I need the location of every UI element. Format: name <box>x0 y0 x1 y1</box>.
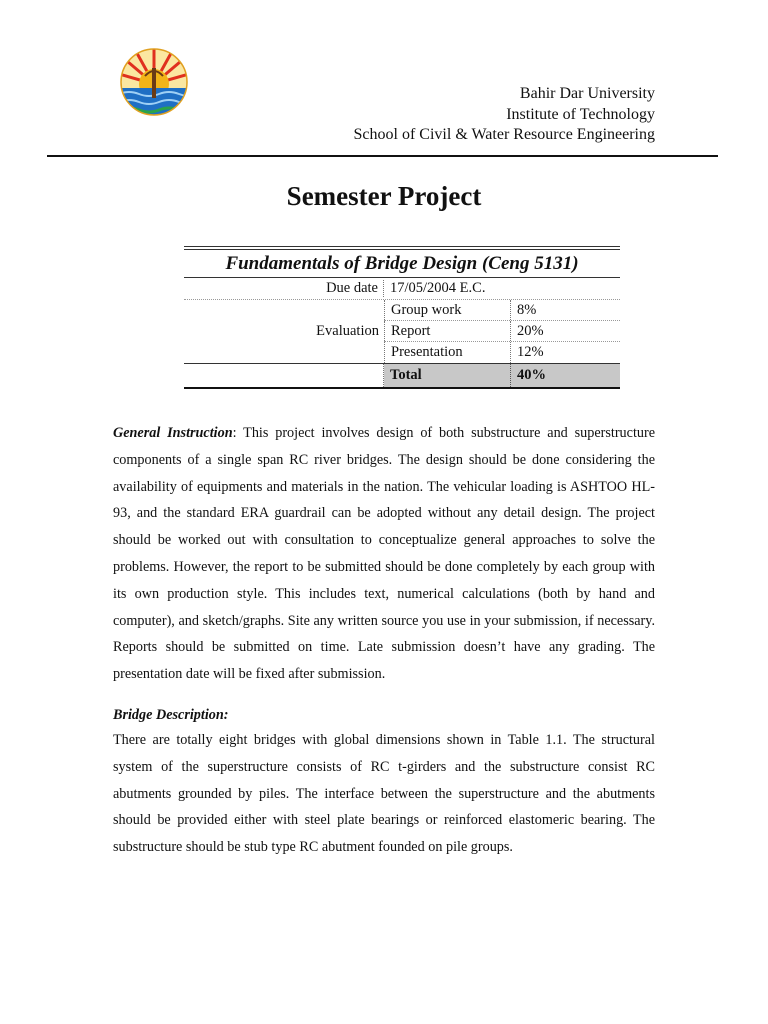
evaluation-row <box>384 342 620 363</box>
evaluation-table <box>384 300 620 363</box>
page-title: Semester Project <box>286 181 482 211</box>
university-logo <box>119 44 189 120</box>
total-value: 40% <box>510 364 620 387</box>
general-instruction-heading: General Instruction <box>113 425 233 441</box>
course-info-table <box>184 246 620 389</box>
due-date-label: Due date <box>184 280 384 297</box>
evaluation-block <box>184 300 620 363</box>
institution-header <box>354 84 655 146</box>
evaluation-weight: 8% <box>510 300 620 320</box>
header-school: School of Civil & Water Resource Engineering <box>353 126 655 143</box>
evaluation-label: Evaluation <box>316 323 379 339</box>
due-date-value: 17/05/2004 E.C. <box>390 280 486 296</box>
bridge-description-text: There are totally eight bridges with global dimensions shown in Table 1.1. The structural system of the superstructure consists of RC t-girders and the substructure consist RC abutments grounded by piles. The interface between the superstructure and the abutments should be provided either with steel plate bearings or reinforced elastomeric bearing. The substructure should be stub type RC abutment founded on pile groups. <box>113 732 655 856</box>
evaluation-weight: 12% <box>510 342 620 363</box>
evaluation-row <box>384 321 620 342</box>
evaluation-row <box>384 300 620 321</box>
evaluation-item: Report <box>384 321 510 341</box>
header-university: Bahir Dar University <box>519 85 655 102</box>
total-label: Total <box>384 364 510 387</box>
general-instruction-paragraph <box>113 420 655 688</box>
bridge-description-paragraph <box>113 727 655 861</box>
bridge-description-heading: Bridge Description: <box>113 707 229 723</box>
general-instruction-text: : This project involves design of both substructure and superstructure components of a single span RC river bridges. The design should be done considering the availability of equipments and materials in the nation. The vehicular loading is ASHTOO HL-93, and the standard ERA guardrail can be adopted without any detail design. The project should be worked out with consultation to conceptualize general approaches to solve the problems. However, the report to be submitted should be done completely by each group with its own production style. This includes text, numerical calculations (both by hand and computer), and sketch/graphs. Site any written source you use in your submission, if necessary. Reports should be submitted on time. Late submission doesn’t have any grading. The presentation date will be fixed after submission. <box>113 425 655 683</box>
header-divider <box>47 155 718 157</box>
header-institute: Institute of Technology <box>506 105 655 123</box>
total-row <box>184 363 620 389</box>
due-date-row <box>184 278 620 300</box>
evaluation-item: Presentation <box>384 342 510 363</box>
evaluation-item: Group work <box>384 300 510 320</box>
evaluation-weight: 20% <box>510 321 620 341</box>
course-title: Fundamentals of Bridge Design (Ceng 5131) <box>184 250 620 278</box>
